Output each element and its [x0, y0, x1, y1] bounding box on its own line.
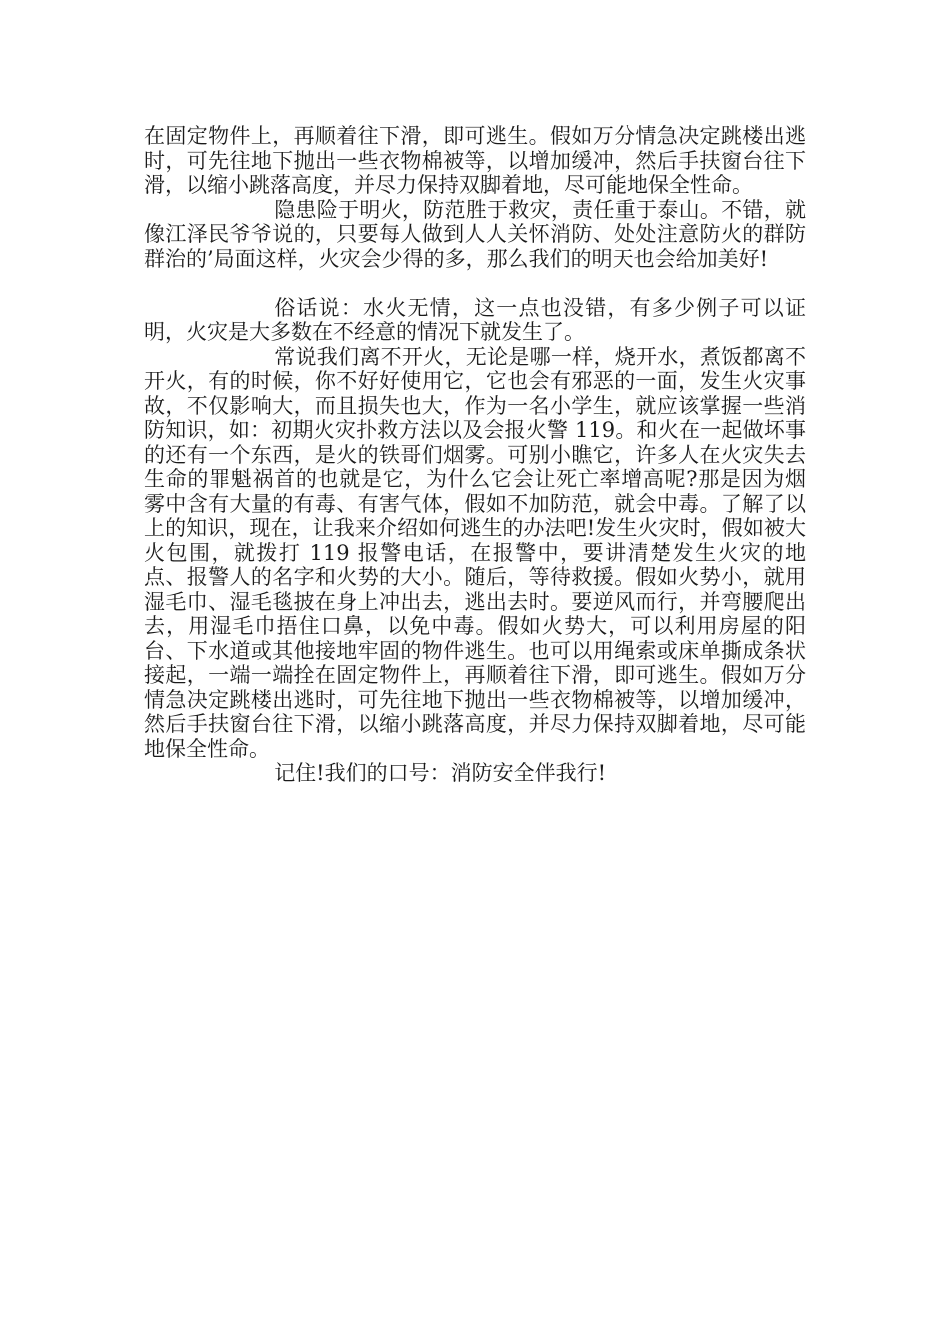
paragraph-continuation: 在固定物件上，再顺着往下滑，即可逃生。假如万分情急决定跳楼出逃时，可先往地下抛出一些衣物棉被等，以增加缓冲，然后手扶窗台往下滑，以缩小跳落高度，并尽力保持双脚着地，尽可能地保全性命。: [144, 124, 806, 197]
paragraph-hidden-danger: 隐患险于明火，防范胜于救灾，责任重于泰山。不错，就像江泽民爷爷说的，只要每人做到人人关怀消防、处处注意防火的群防群治的’局面这样，火灾会少得的多，那么我们的明天也会给加美好!: [144, 197, 806, 271]
paragraph-slogan: 记住!我们的口号：消防安全伴我行!: [274, 761, 607, 785]
blank-line: [144, 271, 806, 296]
paragraph-fire-knowledge: 常说我们离不开火，无论是哪一样，烧开水，煮饭都离不开火，有的时候，你不好好使用它，它也会有邪恶的一面，发生火灾事故，不仅影响大，而且损失也大，作为一名小学生，就应该掌握一些消防知识，如：初期火灾扑救方法以及会报火警 119。和火在一起做坏事的还有一个东西，是火的铁哥们烟雾。可别小瞧它，许多人在火灾失去生命的罪魁祸首的也就是它，为什么它会让死亡率增高呢?那是因为烟雾中含有大量的有毒、有害气体，假如不加防范，就会中毒。了解了以上的知识，现在，让我来介绍如何逃生的办法吧!发生火灾时，假如被大火包围，就拨打 119 报警电话，在报警中，要讲清楚发生火灾的地点、报警人的名字和火势的大小。随后，等待救援。假如火势小，就用湿毛巾、湿毛毯披在身上冲出去，逃出去时。要逆风而行，并弯腰爬出去，用湿毛巾捂住口鼻，以免中毒。假如火势大，可以利用房屋的阳台、下水道或其他接地牢固的物件逃生。也可以用绳索或床单撕成条状接起，一端一端拴在固定物件上，再顺着往下滑，即可逃生。假如万分情急决定跳楼出逃时，可先往地下抛出一些衣物棉被等，以增加缓冲，然后手扶窗台往下滑，以缩小跳落高度，并尽力保持双脚着地，尽可能地保全性命。: [144, 344, 806, 761]
paragraph-proverb: 俗话说：水火无情，这一点也没错，有多少例子可以证明，火灾是大多数在不经意的情况下就发生了。: [144, 295, 806, 344]
document-body: [144, 124, 806, 786]
